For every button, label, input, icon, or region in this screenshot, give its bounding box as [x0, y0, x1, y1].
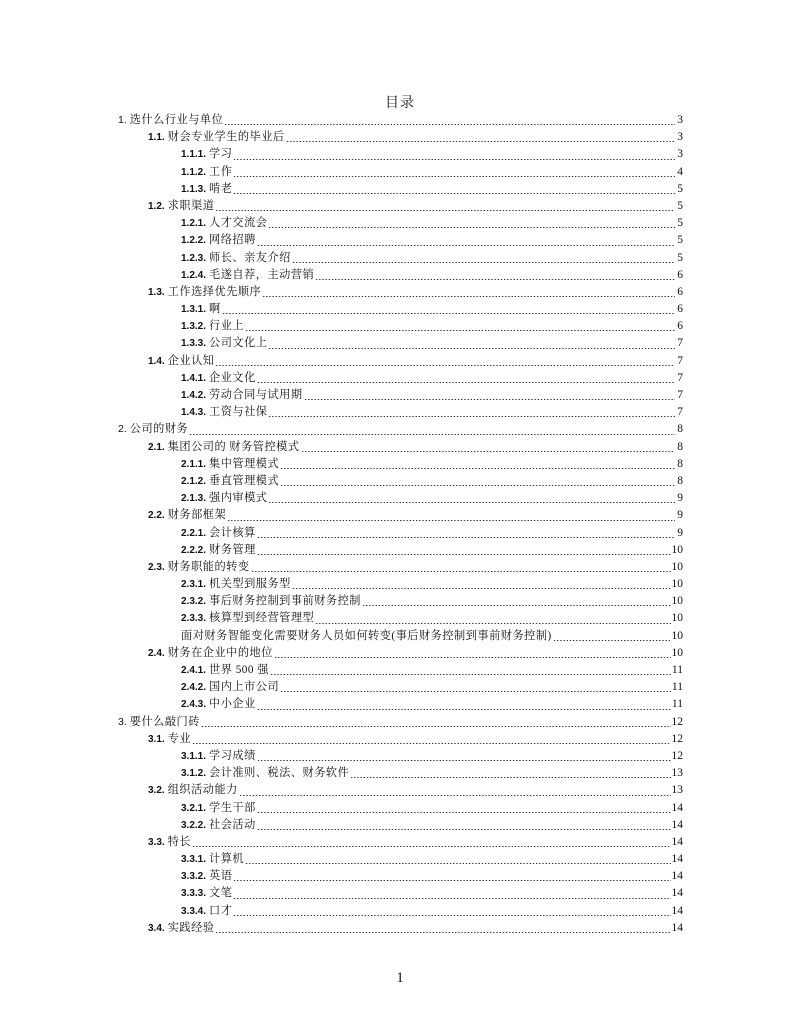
toc-entry-number: 1.3.2. [181, 321, 207, 333]
toc-entry-page: 5 [677, 251, 683, 264]
toc-entry[interactable] [118, 421, 683, 438]
dot-leader [233, 888, 670, 900]
dot-leader [315, 269, 675, 281]
toc-entry-label: 文笔 [209, 887, 233, 900]
toc-entry[interactable] [118, 215, 683, 232]
toc-entry-label: 机关型到服务型 [209, 578, 291, 591]
toc-entry-number: 1.2.3. [181, 252, 207, 264]
toc-entry[interactable] [118, 318, 683, 335]
dot-leader [268, 338, 675, 350]
toc-entry-number: 1.2.1. [181, 218, 207, 230]
dot-leader [268, 217, 675, 229]
toc-entry-number: 1.4.2. [181, 390, 207, 401]
toc-entry[interactable] [118, 335, 683, 352]
toc-entry-page: 7 [677, 389, 683, 401]
toc-entry-label: 集团公司的 财务管控模式 [167, 440, 300, 453]
toc-entry[interactable] [118, 129, 683, 146]
toc-entry-label: 组织活动能力 [167, 784, 238, 797]
toc-entry[interactable] [118, 679, 683, 696]
toc-entry-page: 7 [677, 406, 683, 419]
toc-entry-page: 13 [671, 784, 683, 797]
toc-entry-page: 5 [677, 182, 683, 195]
dot-leader [280, 681, 671, 693]
toc-entry-label: 行业上 [209, 320, 245, 333]
dot-leader [304, 389, 675, 401]
toc-entry[interactable] [118, 542, 683, 559]
toc-entry[interactable] [118, 112, 683, 129]
toc-entry[interactable] [118, 920, 683, 937]
toc-entry[interactable] [118, 628, 683, 645]
toc-entry-page: 14 [671, 835, 683, 848]
toc-entry-page: 12 [671, 749, 683, 762]
toc-entry-label: 核算型到经营管理型 [209, 612, 315, 625]
toc-entry-label: 公司的财务 [129, 423, 189, 436]
toc-entry-page: 10 [671, 578, 683, 591]
toc-entry[interactable] [118, 404, 683, 421]
toc-entry-number: 1.1.2. [181, 166, 207, 178]
toc-entry-label: 要什么敲门砖 [129, 715, 200, 728]
toc-entry[interactable] [118, 473, 683, 490]
toc-entry-label: 啃老 [209, 182, 233, 195]
toc-entry[interactable] [118, 525, 683, 542]
toc-entry-number: 2.2.2. [181, 544, 207, 556]
toc-entry[interactable] [118, 232, 683, 249]
toc-entry[interactable] [118, 834, 683, 851]
toc-entry-page: 3 [677, 114, 683, 126]
toc-entry-number: 3. [118, 715, 127, 728]
dot-leader [553, 630, 671, 642]
dot-leader [262, 286, 675, 298]
toc-entry-number: 2.4.1. [181, 665, 207, 676]
toc-entry[interactable] [118, 714, 683, 731]
toc-entry-page: 7 [677, 354, 683, 367]
dot-leader [292, 578, 671, 590]
toc-entry[interactable] [118, 885, 683, 902]
toc-entry[interactable] [118, 800, 683, 817]
toc-entry[interactable] [118, 731, 683, 748]
toc-entry-number: 3.4. [148, 922, 165, 934]
toc-entry-label: 学习成绩 [209, 749, 256, 762]
toc-entry-label: 口才 [209, 904, 233, 917]
toc-entry-label: 选什么行业与单位 [129, 114, 224, 126]
toc-entry[interactable] [118, 662, 683, 679]
toc-entry-number: 2.3.2. [181, 596, 207, 608]
toc-entry-number: 3.1.1. [181, 750, 207, 762]
toc-entry[interactable] [118, 181, 683, 198]
toc-entry-number: 3.3.1. [181, 854, 207, 866]
toc-entry[interactable] [118, 456, 683, 473]
dot-leader [233, 905, 670, 917]
toc-entry-number: 2. [118, 423, 127, 436]
dot-leader [270, 664, 671, 676]
toc-entry-page: 11 [671, 698, 683, 711]
toc-entry-number: 3.3. [148, 836, 165, 848]
toc-entry-label: 啊 [209, 303, 221, 316]
dot-leader [257, 544, 671, 556]
toc-entry-label: 面对财务智能变化需要财务人员如何转变(事后财务控制到事前财务控制) [181, 629, 552, 642]
toc-entry-label: 毛遂自荐，主动营销 [209, 268, 315, 281]
dot-leader [201, 716, 671, 728]
toc-entry[interactable] [118, 387, 683, 404]
toc-entry-page: 3 [677, 148, 683, 161]
toc-entry-page: 9 [677, 509, 683, 522]
toc-entry[interactable] [118, 903, 683, 920]
toc-entry-number: 1.1.3. [181, 183, 207, 195]
toc-entry-label: 人才交流会 [209, 217, 268, 230]
toc-entry-number: 2.2. [148, 510, 165, 522]
dot-leader [257, 802, 671, 814]
toc-entry-page: 6 [677, 303, 683, 316]
dot-leader [215, 922, 670, 934]
dot-leader [362, 595, 671, 607]
toc-entry-number: 1. [118, 114, 127, 126]
toc-entry[interactable] [118, 490, 683, 507]
toc-entry[interactable] [118, 576, 683, 593]
toc-entry-page: 8 [677, 474, 683, 487]
toc-entry-page: 14 [671, 887, 683, 900]
dot-leader [189, 424, 675, 436]
toc-entry[interactable] [118, 817, 683, 834]
toc-entry[interactable] [118, 353, 683, 370]
toc-entry-number: 3.1.2. [181, 768, 207, 780]
toc-entry-number: 1.4.1. [181, 372, 207, 384]
toc-entry-number: 2.1.2. [181, 475, 207, 487]
toc-entry[interactable] [118, 610, 683, 627]
dot-leader [239, 785, 671, 797]
dot-leader [257, 819, 671, 831]
toc-entry-label: 集中管理模式 [209, 457, 280, 470]
toc-entry-number: 1.3.3. [181, 338, 207, 350]
toc-entry-number: 3.3.3. [181, 888, 207, 900]
toc-entry-label: 财务部框架 [167, 509, 227, 522]
toc-entry-number: 1.4. [148, 355, 165, 367]
toc-entry[interactable] [118, 439, 683, 456]
toc-entry-number: 3.2. [148, 785, 165, 797]
toc-entry[interactable] [118, 301, 683, 318]
toc-entry-label: 实践经验 [167, 921, 215, 934]
toc-entry-page: 14 [671, 921, 683, 934]
toc-entry-label: 强内审模式 [209, 492, 268, 505]
toc-entry-label: 工资与社保 [209, 406, 268, 419]
toc-entry-number: 2.1.1. [181, 458, 207, 470]
dot-leader [215, 355, 675, 367]
toc-entry-page: 5 [677, 234, 683, 247]
toc-entry[interactable] [118, 507, 683, 524]
toc-entry-label: 中小企业 [209, 698, 256, 711]
toc-entry-label: 学习 [209, 148, 233, 161]
toc-entry-page: 9 [677, 492, 683, 505]
dot-leader [292, 252, 675, 264]
dot-leader [224, 114, 675, 126]
dot-leader [233, 870, 670, 882]
toc-entry-number: 1.1. [148, 132, 165, 144]
toc-entry[interactable] [118, 370, 683, 387]
table-of-contents [118, 112, 683, 937]
toc-entry-number: 2.4. [148, 647, 165, 659]
toc-entry-number: 3.1. [148, 733, 165, 745]
dot-leader [301, 441, 675, 453]
toc-entry-page: 10 [671, 629, 683, 642]
toc-entry[interactable] [118, 164, 683, 181]
toc-entry[interactable] [118, 284, 683, 301]
toc-entry-page: 12 [671, 732, 683, 745]
dot-leader [350, 767, 670, 779]
toc-entry-page: 8 [677, 440, 683, 453]
toc-entry-number: 2.4.3. [181, 699, 207, 711]
dot-leader [192, 836, 670, 848]
dot-leader [268, 406, 675, 418]
toc-entry-page: 14 [671, 870, 683, 883]
toc-entry-label: 财务职能的转变 [167, 560, 250, 573]
toc-entry-page: 14 [671, 801, 683, 814]
dot-leader [245, 320, 675, 332]
toc-entry[interactable] [118, 748, 683, 765]
toc-entry[interactable] [118, 645, 683, 662]
toc-entry-page: 7 [677, 337, 683, 350]
toc-entry-number: 2.3.3. [181, 613, 207, 625]
dot-leader [233, 183, 675, 195]
toc-entry-number: 3.2.1. [181, 802, 207, 814]
toc-entry-label: 师长、亲友介绍 [209, 251, 291, 264]
toc-entry-label: 社会活动 [209, 818, 256, 831]
toc-entry-label: 劳动合同与试用期 [209, 389, 303, 401]
dot-leader [192, 733, 670, 745]
toc-entry[interactable] [118, 198, 683, 215]
toc-entry-page: 10 [671, 560, 683, 573]
dot-leader [280, 458, 675, 470]
toc-entry-page: 12 [671, 715, 683, 728]
toc-entry-label: 英语 [209, 870, 233, 883]
toc-entry-number: 1.3.1. [181, 304, 207, 316]
toc-entry-label: 财会专业学生的毕业后 [167, 131, 285, 144]
toc-entry-label: 求职渠道 [167, 199, 215, 212]
dot-leader [251, 561, 671, 573]
toc-entry-page: 8 [677, 423, 683, 436]
toc-entry-page: 5 [677, 199, 683, 212]
toc-entry-number: 2.3. [148, 561, 165, 573]
dot-leader [257, 235, 675, 247]
toc-entry-number: 1.1.1. [181, 149, 207, 161]
dot-leader [215, 200, 675, 212]
dot-leader [227, 510, 675, 522]
dot-leader [245, 853, 670, 865]
toc-entry-label: 垂直管理模式 [209, 474, 280, 487]
toc-entry-number: 1.4.3. [181, 407, 207, 419]
toc-entry-number: 3.3.4. [181, 905, 207, 917]
toc-entry-page: 10 [671, 612, 683, 625]
toc-entry-number: 2.1. [148, 441, 165, 453]
toc-entry[interactable] [118, 250, 683, 267]
toc-entry-label: 财务在企业中的地位 [167, 646, 273, 659]
toc-entry-number: 2.3.1. [181, 579, 207, 591]
toc-title: 目录 [385, 96, 415, 111]
dot-leader [274, 647, 671, 659]
toc-entry-number: 1.2.4. [181, 269, 207, 281]
toc-entry[interactable] [118, 868, 683, 885]
toc-entry-page: 10 [671, 646, 683, 659]
toc-entry-page: 14 [671, 904, 683, 917]
toc-entry-label: 工作 [209, 165, 233, 178]
dot-leader [257, 527, 675, 539]
toc-entry-label: 世界 500 强 [209, 664, 269, 676]
toc-entry-label: 会计准则、税法、财务软件 [209, 767, 350, 780]
toc-entry[interactable] [118, 559, 683, 576]
toc-entry[interactable] [118, 146, 683, 163]
toc-entry-label: 工作选择优先顺序 [167, 285, 262, 298]
toc-entry[interactable] [118, 267, 683, 284]
toc-entry-page: 5 [677, 217, 683, 230]
toc-entry-number: 3.2.2. [181, 819, 207, 831]
toc-entry-page: 10 [671, 595, 683, 608]
toc-entry-label: 企业文化 [209, 371, 256, 384]
toc-entry-page: 14 [671, 818, 683, 831]
toc-entry-number: 2.2.1. [181, 527, 207, 539]
dot-leader [257, 750, 671, 762]
toc-entry-label: 公司文化上 [209, 337, 268, 350]
toc-entry-label: 企业认知 [167, 354, 215, 367]
toc-entry-page: 3 [677, 131, 683, 144]
toc-entry-label: 财务管理 [209, 543, 256, 556]
toc-entry-number: 2.1.3. [181, 493, 207, 505]
dot-leader [280, 475, 675, 487]
dot-leader [233, 166, 675, 178]
dot-leader [257, 372, 675, 384]
toc-entry-page: 11 [671, 664, 683, 676]
page-number: 1 [396, 970, 404, 986]
toc-entry-page: 13 [671, 767, 683, 780]
dot-leader [257, 699, 671, 711]
toc-entry[interactable] [118, 782, 683, 799]
dot-leader [268, 492, 675, 504]
toc-entry-number: 2.4.2. [181, 682, 207, 694]
dot-leader [286, 131, 675, 143]
toc-entry-page: 8 [677, 457, 683, 470]
toc-entry-label: 计算机 [209, 853, 245, 866]
toc-entry-page: 10 [671, 543, 683, 556]
toc-entry-page: 6 [677, 268, 683, 281]
toc-entry-label: 学生干部 [209, 801, 256, 814]
toc-entry-page: 14 [671, 853, 683, 866]
toc-entry-number: 1.2.2. [181, 235, 207, 247]
toc-entry[interactable] [118, 593, 683, 610]
toc-entry-label: 网络招聘 [209, 234, 256, 247]
toc-entry-page: 7 [677, 371, 683, 384]
toc-entry-page: 6 [677, 285, 683, 298]
toc-entry[interactable] [118, 696, 683, 713]
toc-entry[interactable] [118, 851, 683, 868]
toc-entry-page: 6 [677, 320, 683, 333]
toc-entry-number: 1.3. [148, 286, 165, 298]
dot-leader [222, 303, 675, 315]
toc-entry-number: 3.3.2. [181, 871, 207, 883]
toc-entry-label: 国内上市公司 [209, 681, 280, 694]
toc-entry-label: 事后财务控制到事前财务控制 [209, 595, 361, 608]
toc-entry-page: 11 [671, 681, 683, 694]
toc-entry-page: 4 [677, 165, 683, 178]
toc-entry-page: 9 [677, 526, 683, 539]
dot-leader [233, 149, 675, 161]
toc-entry-number: 1.2. [148, 200, 165, 212]
dot-leader [315, 613, 670, 625]
toc-entry-label: 会计核算 [209, 526, 256, 539]
toc-entry-label: 专业 [167, 732, 192, 745]
toc-entry-label: 特长 [167, 835, 192, 848]
toc-entry[interactable] [118, 765, 683, 782]
